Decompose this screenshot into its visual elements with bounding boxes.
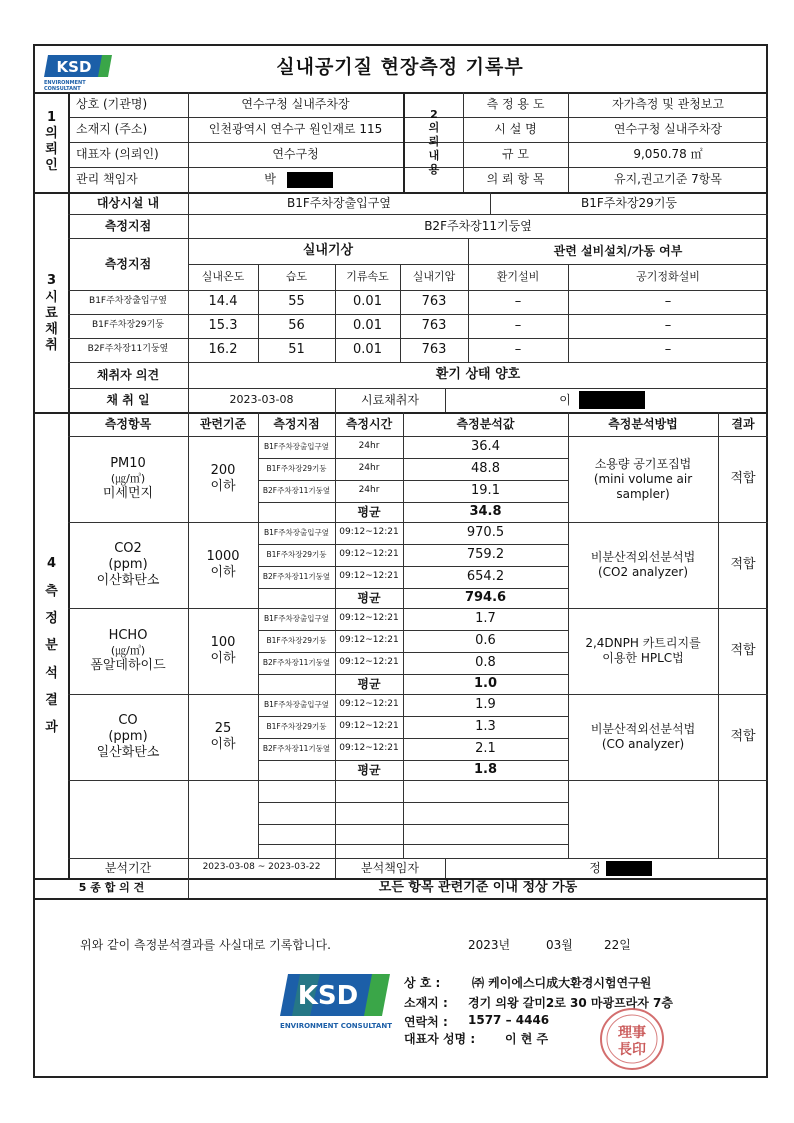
climate-cell: 15.3: [208, 317, 238, 333]
result-time: 09:12~12:21: [339, 549, 399, 560]
item-standard: [188, 608, 258, 694]
result-header-method: 측정분석방법: [608, 416, 678, 431]
result-point: B1F주차장출입구옆: [264, 614, 329, 624]
redacted-name: [606, 861, 652, 876]
climate-cell: 763: [421, 341, 447, 357]
ceo-label: 대표자 성명 :: [404, 1032, 476, 1046]
climate-cell: 56: [288, 317, 305, 333]
item-name-line: (㎍/㎥): [110, 644, 146, 658]
phone-value: 1577 – 4446: [468, 1013, 550, 1027]
result-verdict: 적합: [730, 470, 756, 486]
result-point: B2F주차장11기둥옆: [262, 572, 331, 582]
result-value: 36.4: [471, 438, 500, 454]
item-name-line: CO: [118, 712, 138, 728]
climate-cell: 763: [421, 293, 447, 309]
sec1-value-company: 연수구청 실내주차장: [241, 97, 350, 111]
sec1-label-address: 소재지 (주소): [76, 122, 148, 136]
climate-cell: 0.01: [353, 341, 382, 357]
sec3-target-label: 대상시설 내: [96, 195, 160, 210]
section5-label: 5 종 합 의 견: [78, 881, 145, 895]
redacted-name: [287, 172, 333, 188]
method-pm10: [568, 436, 718, 522]
avg-label: 평균: [357, 762, 381, 777]
item-name-line: HCHO: [108, 627, 148, 643]
climate-cell: 0.01: [353, 317, 382, 333]
sampling-date-label: 채 취 일: [106, 392, 150, 407]
result-value: 654.2: [466, 568, 505, 584]
result-time: 09:12~12:21: [339, 635, 399, 646]
method-line: 비분산적외선분석법: [590, 550, 696, 564]
sec3-points-header: 측정지점: [104, 256, 152, 271]
standard-value: 100: [210, 634, 236, 650]
avg-value: 1.0: [473, 675, 498, 691]
climate-cell: 16.2: [208, 341, 238, 357]
avg-value: 1.8: [473, 761, 498, 777]
period-label: 분석기간: [104, 860, 152, 875]
company-label: 상 호 :: [404, 976, 441, 990]
phone-label: 연락처 :: [404, 1015, 448, 1029]
result-time: 24hr: [358, 485, 380, 496]
redacted-name: [579, 391, 645, 409]
avg-label: 평균: [357, 504, 381, 519]
result-point: B2F주차장11기둥옆: [262, 486, 331, 496]
climate-cell: 55: [288, 293, 305, 309]
sub-header-airflow: 기류속도: [346, 270, 389, 284]
sec1-value-address: 인천광역시 연수구 원인재로 115: [208, 122, 383, 136]
item-standard: [188, 522, 258, 608]
result-point: B1F주차장출입구옆: [264, 528, 329, 538]
result-time: 09:12~12:21: [339, 571, 399, 582]
sampler-value: 이: [559, 392, 571, 407]
result-value: 1.7: [475, 610, 496, 626]
sec3-point-value: B2F주차장11기둥옆: [424, 218, 532, 233]
result-time: 24hr: [358, 463, 380, 474]
method-line: 비분산적외선분석법: [590, 722, 696, 736]
climate-cell: –: [664, 293, 672, 309]
climate-row-point: B1F주차장29기둥: [92, 320, 164, 331]
result-value: 19.1: [471, 482, 500, 498]
standard-value: 200: [210, 462, 236, 478]
climate-cell: 51: [288, 341, 305, 357]
page-title: 실내공기질 현장측정 기록부: [276, 56, 524, 79]
logo-subtitle: ENVIRONMENT CONSULTANT: [44, 80, 86, 92]
climate-cell: –: [664, 317, 672, 333]
company-name: ㈜ 케이에스디成大환경시험연구원: [472, 976, 652, 990]
statement: 위와 같이 측정분석결과를 사실대로 기록합니다.: [80, 938, 331, 952]
sampling-date-value: 2023-03-08: [229, 393, 294, 407]
sec3-target-a: B1F주차장출입구옆: [287, 195, 391, 210]
opinion-label: 채취자 의견: [96, 367, 160, 382]
item-name-line: (ppm): [108, 728, 148, 744]
method-line: 소용량 공기포집법: [594, 456, 692, 471]
sec2-label-facility: 시 설 명: [494, 122, 537, 136]
address-value: 경기 의왕 갈미2로 30 마광프라자 7층: [468, 996, 673, 1010]
sec2-value-scale: 9,050.78 ㎡: [633, 147, 703, 161]
svg-text:KSD: KSD: [56, 58, 92, 76]
method-hcho: [568, 608, 718, 694]
avg-value: 34.8: [469, 503, 502, 519]
section4-label: 4 측 정 분 석 결 과: [45, 556, 58, 736]
result-point: B1F주차장29기둥: [266, 722, 327, 732]
result-point: B1F주차장출입구옆: [264, 442, 329, 452]
sec2-value-items: 유지,권고기준 7항목: [613, 172, 722, 186]
ceo-value: 이 현 주: [505, 1032, 549, 1046]
sec1-value-representative: 연수구청: [272, 147, 319, 161]
climate-cell: –: [514, 341, 522, 357]
svg-text:KSD: KSD: [297, 981, 359, 1011]
result-value: 1.3: [475, 718, 496, 734]
result-header-standard: 관련기준: [199, 416, 247, 431]
section5-value: 모든 항목 관련기준 이내 정상 가동: [378, 879, 578, 895]
svg-text:長印: 長印: [618, 1042, 646, 1058]
result-time: 09:12~12:21: [339, 657, 399, 668]
result-time: 09:12~12:21: [339, 743, 399, 754]
sec3-equip-header: 관련 설비설치/가동 여부: [553, 243, 683, 258]
item-name-pm10: [68, 436, 188, 522]
analyst-value: 정: [589, 860, 601, 875]
result-header-time: 측정시간: [345, 416, 393, 431]
section1-label: 1 의 뢰 인: [45, 109, 58, 174]
result-verdict: 적합: [730, 728, 756, 744]
result-value: 970.5: [466, 524, 505, 540]
footer-logo: [280, 970, 392, 1030]
sub-header-temp: 실내온도: [201, 270, 245, 284]
avg-label: 평균: [357, 676, 381, 691]
item-name-hcho: [68, 608, 188, 694]
sec2-label-scale: 규 모: [502, 147, 529, 161]
sampler-label: 시료채취자: [361, 392, 419, 407]
sub-header-purifier: 공기정화설비: [636, 270, 700, 284]
item-name-line: 일산화탄소: [96, 745, 160, 761]
sec3-climate-header: 실내기상: [302, 242, 354, 258]
climate-cell: –: [514, 293, 522, 309]
result-value: 0.6: [475, 632, 496, 648]
standard-value: 25: [214, 720, 232, 736]
method-co: [568, 694, 718, 780]
svg-text:理事: 理事: [618, 1025, 646, 1041]
sec1-label-manager: 관리 책임자: [76, 172, 138, 186]
item-name-line: CO2: [114, 540, 142, 556]
climate-cell: –: [514, 317, 522, 333]
method-line: (CO analyzer): [601, 737, 685, 751]
result-point: B1F주차장29기둥: [266, 636, 327, 646]
avg-label: 평균: [357, 590, 381, 605]
result-time: 09:12~12:21: [339, 699, 399, 710]
item-name-line: 미세먼지: [102, 485, 154, 501]
result-value: 0.8: [475, 654, 496, 670]
result-header-result: 결과: [731, 416, 755, 431]
item-standard: [188, 694, 258, 780]
ksd-logo-icon: [280, 970, 392, 1020]
standard-unit: 이하: [210, 479, 236, 494]
method-line: 이용한 HPLC법: [602, 651, 684, 665]
climate-cell: 763: [421, 317, 447, 333]
sub-header-humidity: 습도: [285, 270, 308, 284]
item-standard: [188, 436, 258, 522]
climate-row-point: B2F주차장11기둥옆: [87, 344, 169, 355]
result-time: 09:12~12:21: [339, 613, 399, 624]
sec3-target-b: B1F주차장29기둥: [581, 195, 677, 210]
standard-unit: 이하: [210, 565, 236, 580]
sec2-label-purpose: 측 정 용 도: [486, 97, 545, 111]
sec2-value-facility: 연수구청 실내주차장: [613, 122, 723, 136]
method-co2: [568, 522, 718, 608]
section3-label: 3 시 료 채 취: [45, 273, 58, 354]
result-verdict: 적합: [730, 642, 756, 658]
date-year: 2023년: [468, 938, 511, 952]
item-name-line: (ppm): [108, 556, 148, 572]
result-value: 759.2: [466, 546, 505, 562]
result-point: B2F주차장11기둥옆: [262, 658, 331, 668]
sub-header-ventilation: 환기설비: [496, 270, 540, 284]
address-label: 소재지 :: [404, 996, 448, 1010]
result-verdict: 적합: [730, 556, 756, 572]
sec1-value-manager: 박: [264, 172, 276, 186]
standard-unit: 이하: [210, 651, 236, 666]
section2-label: 2 의 뢰 내 용: [428, 107, 440, 176]
sec2-value-purpose: 자가측정 및 관청보고: [612, 97, 724, 111]
opinion-value: 환기 상태 양호: [435, 366, 521, 382]
result-value: 2.1: [475, 740, 496, 756]
method-line: sampler): [616, 486, 670, 501]
result-point: B1F주차장29기둥: [266, 464, 327, 474]
standard-value: 1000: [206, 548, 240, 564]
logo-subtitle: ENVIRONMENT CONSULTANT: [280, 1022, 392, 1030]
sec3-point-label: 측정지점: [104, 218, 152, 233]
item-name-line: 폼알데하이드: [90, 657, 166, 673]
result-time: 24hr: [358, 441, 380, 452]
date-day: 22일: [604, 938, 631, 952]
period-value: 2023-03-08 ~ 2023-03-22: [202, 862, 321, 873]
result-point: B1F주차장출입구옆: [264, 700, 329, 710]
climate-cell: 14.4: [208, 293, 238, 309]
climate-cell: –: [664, 341, 672, 357]
result-header-value: 측정분석값: [456, 416, 515, 431]
item-name-line: PM10: [110, 455, 146, 471]
method-line: (CO2 analyzer): [598, 565, 688, 579]
date-month: 03월: [546, 938, 573, 952]
standard-unit: 이하: [210, 737, 236, 752]
climate-cell: 0.01: [353, 293, 382, 309]
method-line: 2,4DNPH 카트리지를: [585, 636, 701, 650]
item-name-co: [68, 694, 188, 780]
sec1-label-representative: 대표자 (의뢰인): [76, 147, 159, 161]
analyst-label: 분석책임자: [361, 860, 419, 875]
result-value: 48.8: [471, 460, 500, 476]
result-point: B1F주차장29기둥: [266, 550, 327, 560]
result-point: B2F주차장11기둥옆: [262, 744, 331, 754]
item-name-line: (㎍/㎥): [110, 472, 146, 486]
sub-header-pressure: 실내기압: [412, 270, 456, 284]
result-time: 09:12~12:21: [339, 527, 399, 538]
result-header-item: 측정항목: [104, 416, 152, 431]
sec2-label-items: 의 뢰 항 목: [486, 172, 545, 186]
company-seal-icon: [598, 1006, 666, 1072]
method-line: (mini volume air: [593, 471, 693, 486]
climate-row-point: B1F주차장출입구옆: [89, 296, 167, 307]
result-time: 09:12~12:21: [339, 721, 399, 732]
result-header-point: 측정지점: [273, 416, 320, 431]
item-name-co2: [68, 522, 188, 608]
sec1-label-company: 상호 (기관명): [76, 97, 148, 111]
item-name-line: 이산화탄소: [96, 573, 160, 589]
result-value: 1.9: [475, 696, 496, 712]
avg-value: 794.6: [464, 589, 507, 605]
